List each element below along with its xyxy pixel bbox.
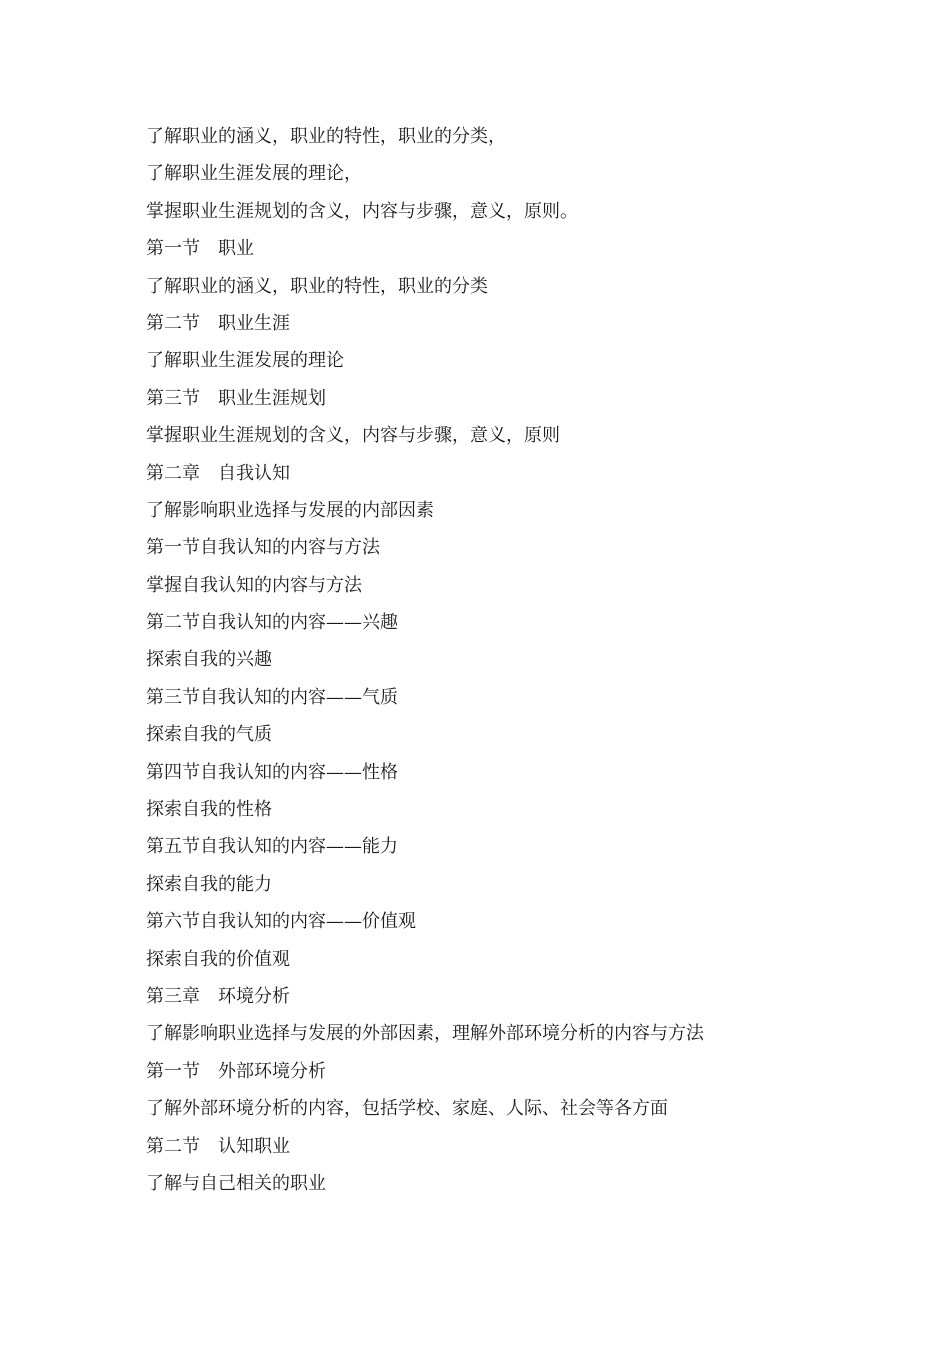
text-line: 了解职业的涵义，职业的特性，职业的分类， [146, 126, 506, 147]
text-line: 了解影响职业选择与发展的内部因素 [146, 499, 434, 521]
text-line: 探索自我的价值观 [146, 948, 290, 970]
text-line: 了解影响职业选择与发展的外部因素，理解外部环境分析的内容与方法 [146, 1023, 704, 1045]
section-heading: 第六节自我认知的内容——价值观 [146, 911, 416, 933]
chapter-heading: 第三章 环境分析 [146, 985, 290, 1007]
section-heading: 第一节 外部环境分析 [146, 1060, 326, 1082]
section-heading: 第二节自我认知的内容——兴趣 [146, 612, 398, 634]
text-line: 掌握自我认知的内容与方法 [146, 574, 362, 596]
section-heading: 第二节 认知职业 [146, 1135, 290, 1157]
text-line: 掌握职业生涯规划的含义，内容与步骤，意义，原则。 [146, 200, 578, 222]
document-body [146, 118, 906, 1202]
text-line: 探索自我的兴趣 [146, 649, 272, 671]
text-line: 探索自我的气质 [146, 724, 272, 746]
text-line: 了解与自己相关的职业 [146, 1172, 326, 1194]
section-heading: 第一节自我认知的内容与方法 [146, 537, 380, 559]
section-heading: 第三节自我认知的内容——气质 [146, 686, 398, 708]
section-heading: 第四节自我认知的内容——性格 [146, 761, 398, 783]
text-line: 了解职业的涵义，职业的特性，职业的分类 [146, 275, 488, 297]
text-line: 探索自我的性格 [146, 799, 272, 821]
section-heading: 第五节自我认知的内容——能力 [146, 836, 398, 858]
text-line: 了解外部环境分析的内容，包括学校、家庭、人际、社会等各方面 [146, 1098, 668, 1120]
text-line: 掌握职业生涯规划的含义，内容与步骤，意义，原则 [146, 425, 560, 447]
text-line: 了解职业生涯发展的理论 [146, 350, 344, 372]
text-line: 了解职业生涯发展的理论， [146, 163, 362, 185]
text-line: 探索自我的能力 [146, 873, 272, 895]
section-heading: 第一节 职业 [146, 238, 254, 260]
section-heading: 第三节 职业生涯规划 [146, 387, 326, 409]
chapter-heading: 第二章 自我认知 [146, 462, 290, 484]
section-heading: 第二节 职业生涯 [146, 312, 290, 334]
